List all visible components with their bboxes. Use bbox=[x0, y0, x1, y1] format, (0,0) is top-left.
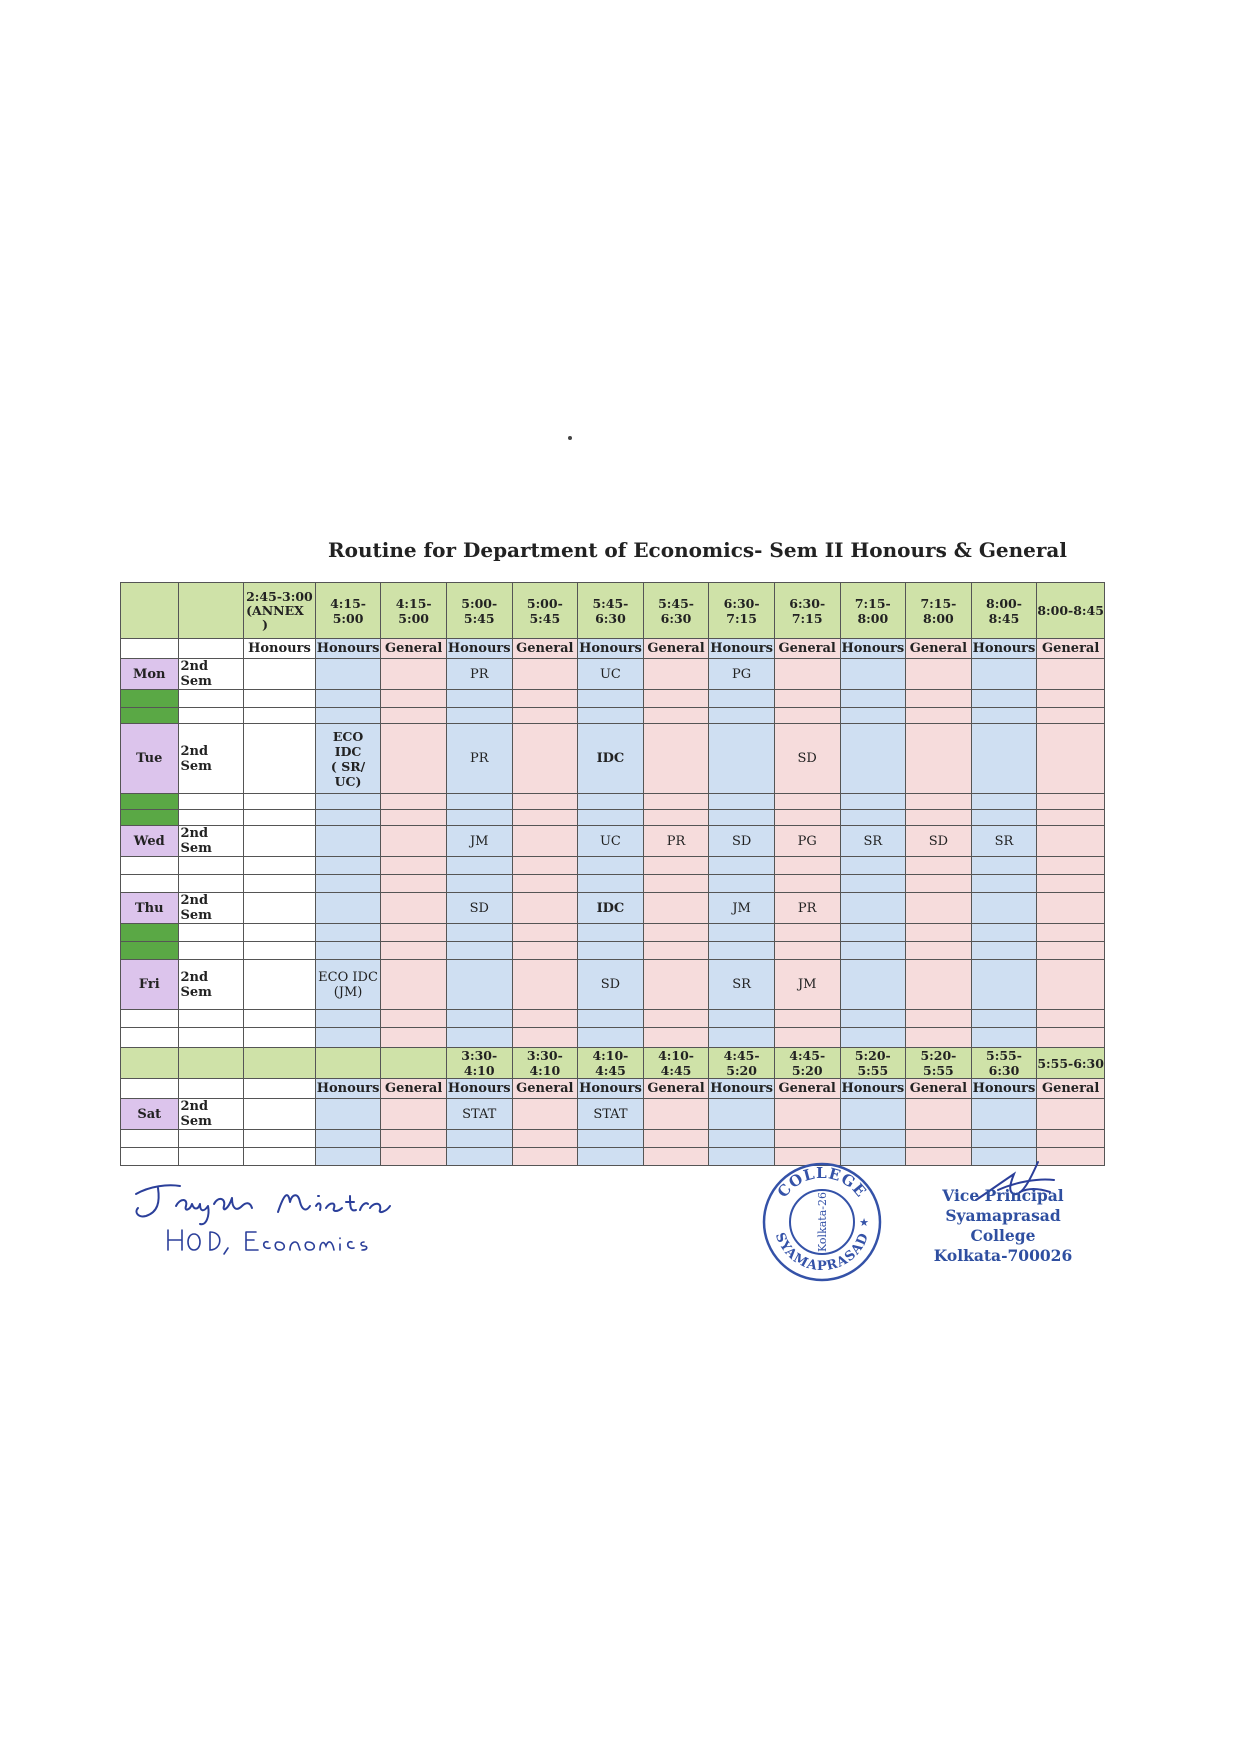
table-row-mon bbox=[121, 659, 1105, 690]
session-cell: ECO IDC ( SR/ UC) bbox=[315, 724, 381, 794]
time-slot: 4:10-4:45 bbox=[578, 1048, 644, 1079]
time-slot: 3:30-4:10 bbox=[446, 1048, 512, 1079]
vice-principal-block bbox=[918, 1186, 1088, 1266]
session-cell: SD bbox=[709, 826, 775, 857]
time-slot: 7:15-8:00 bbox=[840, 583, 906, 639]
type-label: General bbox=[381, 1079, 447, 1099]
session-cell: SD bbox=[774, 724, 840, 794]
day-label: Wed bbox=[121, 826, 179, 857]
table-row-spacer bbox=[121, 875, 1105, 893]
routine-sheet bbox=[120, 532, 1105, 1166]
stray-dot bbox=[568, 436, 572, 440]
session-cell: JM bbox=[774, 960, 840, 1010]
day-label: Fri bbox=[121, 960, 179, 1010]
type-label: General bbox=[512, 639, 578, 659]
session-cell: PR bbox=[446, 724, 512, 794]
session-cell: IDC bbox=[578, 724, 644, 794]
saturday-type-row bbox=[121, 1079, 1105, 1099]
type-label: General bbox=[512, 1079, 578, 1099]
session-cell: SR bbox=[840, 826, 906, 857]
time-slot: 5:20-5:55 bbox=[840, 1048, 906, 1079]
type-header-row bbox=[121, 639, 1105, 659]
type-label: Honours bbox=[971, 639, 1037, 659]
time-slot: 4:45-5:20 bbox=[709, 1048, 775, 1079]
time-slot: 7:15-8:00 bbox=[906, 583, 972, 639]
table-row-spacer bbox=[121, 794, 1105, 810]
table-row-tue bbox=[121, 724, 1105, 794]
session-cell: ECO IDC (JM) bbox=[315, 960, 381, 1010]
session-cell: PG bbox=[774, 826, 840, 857]
table-row-thu bbox=[121, 893, 1105, 924]
table-row-sat bbox=[121, 1099, 1105, 1130]
table-row-spacer bbox=[121, 810, 1105, 826]
type-label: Honours bbox=[244, 639, 316, 659]
type-label: General bbox=[643, 1079, 709, 1099]
type-label: Honours bbox=[840, 639, 906, 659]
table-row-wed bbox=[121, 826, 1105, 857]
session-cell: JM bbox=[709, 893, 775, 924]
type-label: General bbox=[774, 639, 840, 659]
type-label: General bbox=[906, 1079, 972, 1099]
hod-signature bbox=[128, 1172, 448, 1262]
table-row-spacer bbox=[121, 1010, 1105, 1028]
type-label: General bbox=[381, 639, 447, 659]
time-slot-annex: 2:45-3:00 (ANNEX ) bbox=[244, 583, 316, 639]
type-label: Honours bbox=[446, 1079, 512, 1099]
semester-label: 2nd Sem bbox=[178, 960, 244, 1010]
time-slot: 8:00-8:45 bbox=[971, 583, 1037, 639]
semester-label: 2nd Sem bbox=[178, 893, 244, 924]
type-label: General bbox=[1037, 1079, 1105, 1099]
time-slot: 4:15-5:00 bbox=[315, 583, 381, 639]
time-slot: 5:55-6:30 bbox=[971, 1048, 1037, 1079]
table-row-spacer bbox=[121, 942, 1105, 960]
table-row-spacer bbox=[121, 1130, 1105, 1148]
session-cell: PG bbox=[709, 659, 775, 690]
time-header-row bbox=[121, 583, 1105, 639]
session-cell: PR bbox=[446, 659, 512, 690]
session-cell: SR bbox=[971, 826, 1037, 857]
type-label: General bbox=[1037, 639, 1105, 659]
table-row-spacer bbox=[121, 924, 1105, 942]
college-seal bbox=[760, 1160, 884, 1284]
table-row-spacer bbox=[121, 690, 1105, 708]
table-row-fri bbox=[121, 960, 1105, 1010]
type-label: Honours bbox=[315, 639, 381, 659]
svg-text:COLLEGE: COLLEGE bbox=[773, 1163, 871, 1201]
type-label: Honours bbox=[840, 1079, 906, 1099]
semester-label: 2nd Sem bbox=[178, 724, 244, 794]
type-label: Honours bbox=[578, 639, 644, 659]
time-slot: 3:30-4:10 bbox=[512, 1048, 578, 1079]
type-label: General bbox=[774, 1079, 840, 1099]
table-row-spacer bbox=[121, 708, 1105, 724]
time-slot: 8:00-8:45 bbox=[1037, 583, 1105, 639]
time-slot: 4:15-5:00 bbox=[381, 583, 447, 639]
time-slot: 5:45-6:30 bbox=[643, 583, 709, 639]
day-label: Mon bbox=[121, 659, 179, 690]
session-cell: SD bbox=[578, 960, 644, 1010]
session-cell: IDC bbox=[578, 893, 644, 924]
type-label: Honours bbox=[446, 639, 512, 659]
session-cell: STAT bbox=[578, 1099, 644, 1130]
time-slot: 6:30-7:15 bbox=[774, 583, 840, 639]
semester-label: 2nd Sem bbox=[178, 1099, 244, 1130]
semester-label: 2nd Sem bbox=[178, 659, 244, 690]
session-cell: UC bbox=[578, 659, 644, 690]
session-cell: SD bbox=[906, 826, 972, 857]
time-slot: 4:10-4:45 bbox=[643, 1048, 709, 1079]
time-slot: 6:30-7:15 bbox=[709, 583, 775, 639]
semester-label: 2nd Sem bbox=[178, 826, 244, 857]
time-slot: 5:45-6:30 bbox=[578, 583, 644, 639]
type-label: General bbox=[906, 639, 972, 659]
session-cell: PR bbox=[643, 826, 709, 857]
session-cell: SD bbox=[446, 893, 512, 924]
table-row-spacer bbox=[121, 1148, 1105, 1166]
star-icon: ★ bbox=[859, 1216, 869, 1229]
type-label: General bbox=[643, 639, 709, 659]
svg-text:SYAMAPRASAD: SYAMAPRASAD bbox=[771, 1230, 873, 1275]
type-label: Honours bbox=[578, 1079, 644, 1099]
routine-table bbox=[120, 582, 1105, 1166]
type-label: Honours bbox=[315, 1079, 381, 1099]
session-cell: STAT bbox=[446, 1099, 512, 1130]
table-row-spacer bbox=[121, 1028, 1105, 1048]
time-slot: 5:00-5:45 bbox=[446, 583, 512, 639]
routine-title: Routine for Department of Economics- Sem II Honours & General bbox=[327, 538, 1067, 562]
session-cell: UC bbox=[578, 826, 644, 857]
day-label: Thu bbox=[121, 893, 179, 924]
session-cell: PR bbox=[774, 893, 840, 924]
svg-text:Kolkata-26: Kolkata-26 bbox=[816, 1192, 829, 1252]
table-row-spacer bbox=[121, 857, 1105, 875]
vp-college: Syamaprasad College bbox=[945, 1206, 1061, 1245]
session-cell: SR bbox=[709, 960, 775, 1010]
type-label: Honours bbox=[971, 1079, 1037, 1099]
day-label: Tue bbox=[121, 724, 179, 794]
time-slot: 5:55-6:30 bbox=[1037, 1048, 1105, 1079]
time-slot: 5:00-5:45 bbox=[512, 583, 578, 639]
saturday-time-row bbox=[121, 1048, 1105, 1079]
type-label: Honours bbox=[709, 639, 775, 659]
vp-title: Vice Principal bbox=[942, 1186, 1064, 1205]
session-cell: JM bbox=[446, 826, 512, 857]
time-slot: 5:20-5:55 bbox=[906, 1048, 972, 1079]
type-label: Honours bbox=[709, 1079, 775, 1099]
time-slot: 4:45-5:20 bbox=[774, 1048, 840, 1079]
vp-address: Kolkata-700026 bbox=[933, 1246, 1073, 1265]
day-label: Sat bbox=[121, 1099, 179, 1130]
